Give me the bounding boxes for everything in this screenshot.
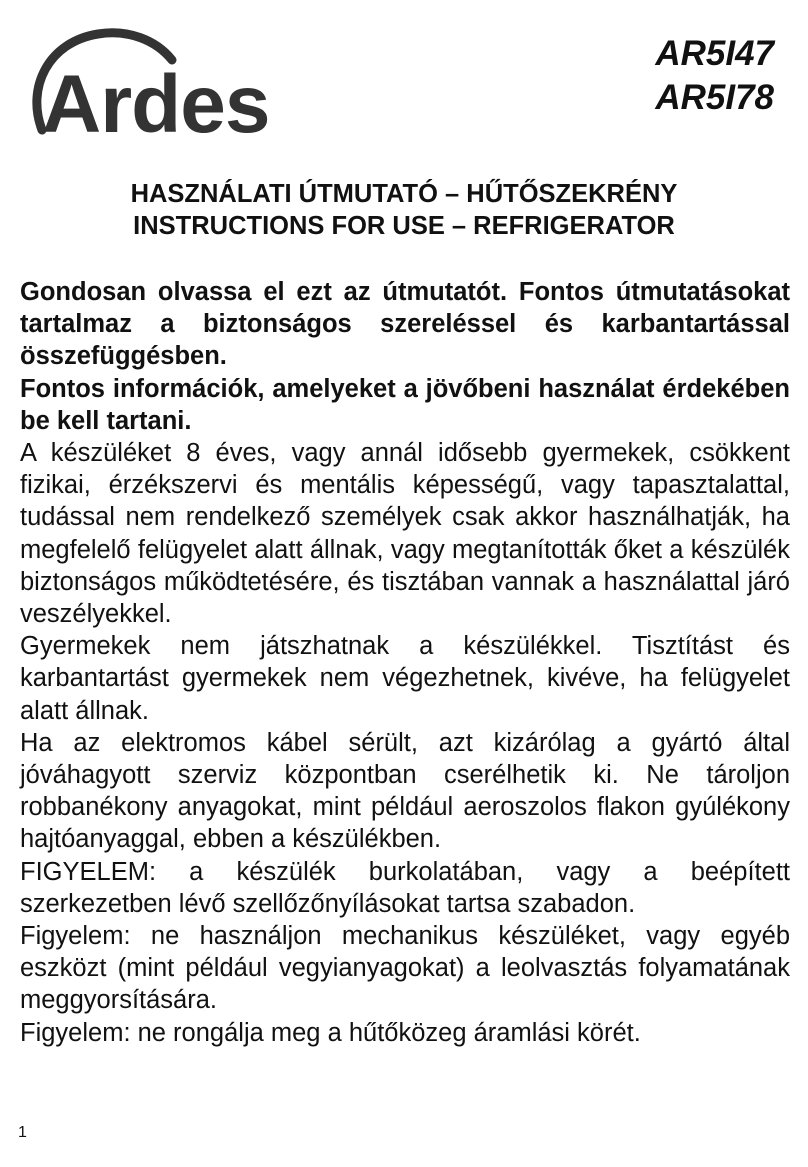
model-number-2: AR5I78 <box>655 78 774 117</box>
instructions-body <box>20 276 790 1049</box>
ardes-logo <box>24 26 314 144</box>
model-numbers <box>655 32 774 120</box>
ardes-logo-graphic <box>24 26 314 144</box>
paragraph-power-cable: Ha az elektromos kábel sérült, azt kizárólag a gyártó által jóváhagyott szerviz központban cserélhetik ki. Ne tároljon robbanékony anyagokat, mint például aeroszolos flakon gyúlékony hajtóanyaggal, ebben a készülékben. <box>20 728 790 854</box>
paragraph-refrigerant-warning: Figyelem: ne rongálja meg a hűtőközeg áramlási körét. <box>20 1018 641 1047</box>
title-english: INSTRUCTIONS FOR USE – REFRIGERATOR <box>133 212 675 240</box>
model-number-1: AR5I47 <box>655 34 774 73</box>
document-titles <box>0 178 808 242</box>
paragraph-keep-information: Fontos információk, amelyeket a jövőbeni használat érdekében be kell tartani. <box>20 374 790 435</box>
paragraph-user-restrictions: A készüléket 8 éves, vagy annál idősebb gyermekek, csökkent fizikai, érzékszervi és mentális képességű, vagy tapasztalattal, tudással nem rendelkező személyek csak akkor használhatják, ha megfelelő felügyelet alatt állnak, vagy megtanították őket a készülék biztonságos működtetésére, és tisztában vannak a használattal járó veszélyekkel. <box>20 439 790 629</box>
logo-wordmark: Ardes <box>42 59 270 144</box>
title-hungarian: HASZNÁLATI ÚTMUTATÓ – HŰTŐSZEKRÉNY <box>130 180 678 208</box>
paragraph-read-instructions: Gondosan olvassa el ezt az útmutatót. Fontos útmutatásokat tartalmaz a biztonságos szereléssel és karbantartással összefüggésben. <box>20 278 790 371</box>
page-number: 1 <box>18 1124 27 1141</box>
paragraph-children: Gyermekek nem játszhatnak a készülékkel. Tisztítást és karbantartást gyermekek nem végezhetnek, kivéve, ha felügyelet alatt állnak. <box>20 632 790 725</box>
paragraph-ventilation-warning: FIGYELEM: a készülék burkolatában, vagy a beépített szerkezetben lévő szellőzőnyílásokat tartsa szabadon. <box>20 857 790 918</box>
paragraph-defrost-warning: Figyelem: ne használjon mechanikus készüléket, vagy egyéb eszközt (mint például vegyianyagokat) a leolvasztás folyamatának meggyorsítására. <box>20 922 790 1015</box>
